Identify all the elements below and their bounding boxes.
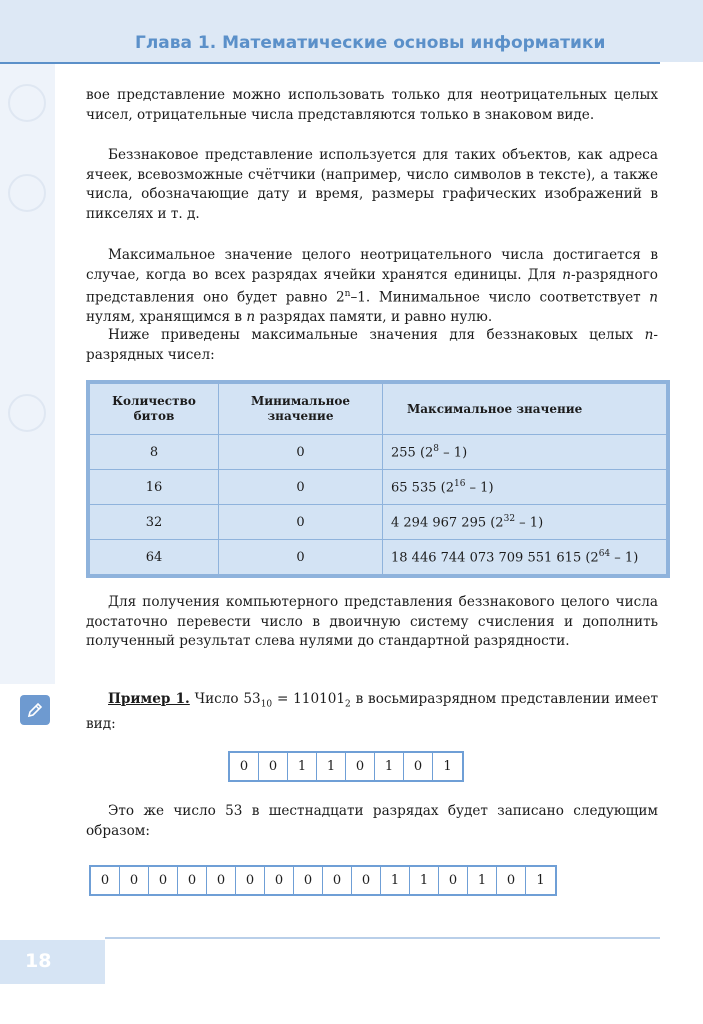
page-number-box — [0, 940, 105, 984]
table-header-row — [88, 382, 668, 435]
bit-cell: 0 — [294, 867, 323, 894]
header-divider — [0, 62, 660, 64]
bit-cell: 0 — [207, 867, 236, 894]
bit-cell: 1 — [381, 867, 410, 894]
max-values-table — [86, 380, 670, 578]
bit-cell: 0 — [149, 867, 178, 894]
bit-cell: 1 — [468, 867, 497, 894]
bit-cell: 0 — [265, 867, 294, 894]
pencil-icon — [20, 695, 50, 725]
paragraph-16bit: Это же число 53 в шестнадцати разрядах будет записано следующим образом: — [86, 803, 658, 839]
table-row: 32 0 4 294 967 295 $(2^{32} - 1)$ — [88, 505, 668, 540]
bit-cells-8 — [228, 751, 464, 782]
faded-margin-icon — [8, 394, 46, 432]
margin-strip — [0, 64, 55, 684]
bit-cell: 0 — [236, 867, 265, 894]
bit-cell: 0 — [91, 867, 120, 894]
bit-cell: 0 — [497, 867, 526, 894]
paragraph-5: Для получения компьютерного представления беззнакового целого числа достаточно перевести число в двоичную систему счисления и дополнить полученный результат слева нулями до стандартной разрядности. — [86, 594, 658, 650]
header-max: Максимальное значение — [383, 382, 669, 435]
bit-cell: 0 — [346, 753, 375, 780]
bit-cell: 0 — [404, 753, 433, 780]
bit-cells-16 — [89, 865, 557, 896]
bit-cell: 0 — [230, 753, 259, 780]
footer-divider — [105, 937, 660, 939]
bit-cell: 0 — [323, 867, 352, 894]
table-row: 64 0 18 446 744 073 709 551 615 $(2^{64} - 1)$ — [88, 540, 668, 577]
paragraph-3: Максимальное значение целого неотрицательного числа достигается в случае, когда во всех разрядах ячейки хранятся единицы. Для n-разрядного представления оно будет равно 2$^n$–1. Минимальное число соответствует n нулям, хранящимся в n разрядах памяти, и равно нулю. — [86, 247, 658, 326]
bit-cell: 0 — [439, 867, 468, 894]
page-number: 18 — [25, 950, 52, 972]
header-min: Минимальное значение — [219, 382, 383, 435]
faded-margin-icon — [8, 174, 46, 212]
example-label: Пример 1. — [108, 691, 190, 707]
header-bits: Количество битов — [88, 382, 219, 435]
faded-margin-icon — [8, 84, 46, 122]
bit-cell: 1 — [375, 753, 404, 780]
bit-cell: 1 — [536, 873, 545, 888]
bit-cell: 1 — [317, 753, 346, 780]
pencil-icon-graphic — [25, 700, 45, 720]
paragraph-1: вое представление можно использовать только для неотрицательных целых чисел, отрицательные числа представляются только в знаковом виде. — [86, 87, 658, 123]
bit-cell: 1 — [443, 759, 452, 774]
chapter-title: Глава 1. Математические основы информатики — [135, 33, 606, 53]
paragraph-2: Беззнаковое представление используется для таких объектов, как адреса ячеек, всевозможные счётчики (например, число символов в тексте), а также числа, обозначающие дату и время, размеры графических изображений в пикселях и т. д. — [86, 147, 658, 222]
example-1-text: Пример 1. Число $53_{10} = 110101_2$ в восьмиразрядном представлении имеет вид: — [86, 691, 658, 733]
paragraph-4: Ниже приведены максимальные значения для беззнаковых целых n-разрядных чисел: — [86, 327, 658, 363]
bit-cell: 0 — [259, 753, 288, 780]
table-row: 8 0 255 $(2^8 - 1)$ — [88, 435, 668, 470]
bit-cell: 0 — [120, 867, 149, 894]
bit-cell: 0 — [178, 867, 207, 894]
bit-cell: 0 — [352, 867, 381, 894]
table-row: 16 0 65 535 $(2^{16} - 1)$ — [88, 470, 668, 505]
bit-cell: 1 — [288, 753, 317, 780]
bit-cell: 1 — [410, 867, 439, 894]
